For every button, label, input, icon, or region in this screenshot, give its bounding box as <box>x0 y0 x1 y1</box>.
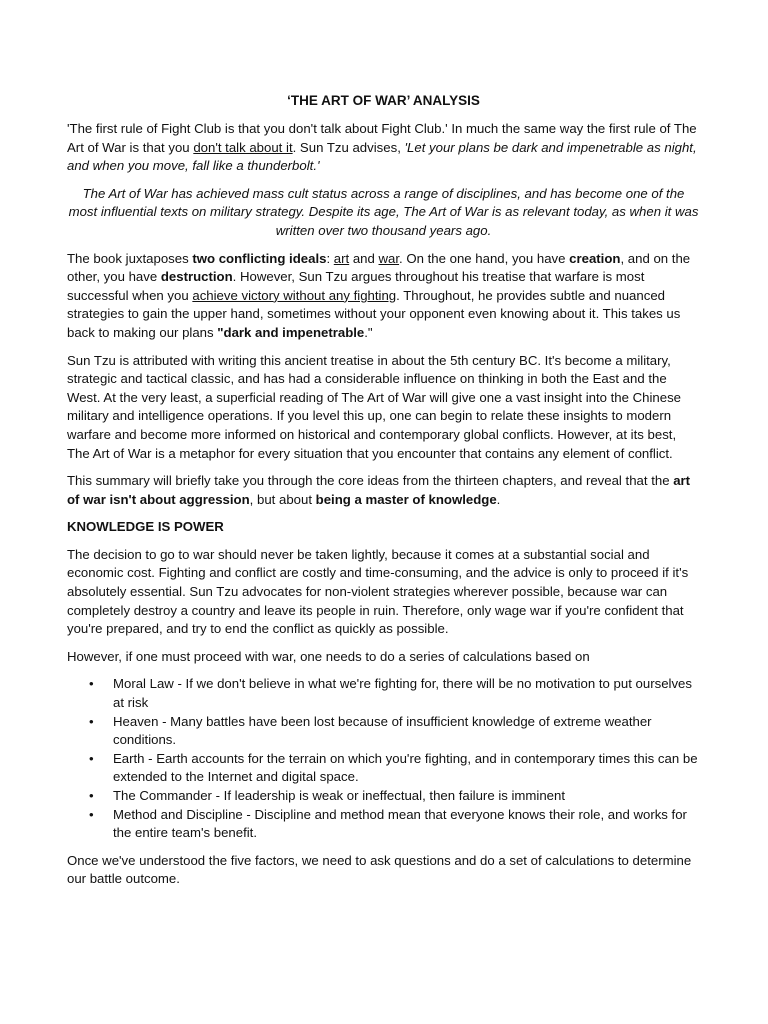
text-run: . Sun Tzu advises, <box>292 139 405 155</box>
text-run: . However, Sun Tzu argues throughout his treatise that warfare is most successful when you <box>67 269 645 303</box>
list-item-text: Moral Law - If we don't believe in what we're fighting for, there will be no motivation to put ourselves at risk <box>113 676 692 711</box>
underlined-word: war <box>378 250 400 266</box>
bullet-icon: • <box>89 676 94 692</box>
calculations-intro: However, if one must proceed with war, one needs to do a series of calculations based on <box>67 648 590 664</box>
text-run: ." <box>364 324 373 340</box>
section-heading: KNOWLEDGE IS POWER <box>67 519 224 535</box>
bold-phrase: being a master of knowledge <box>315 491 497 507</box>
list-item-text: Heaven - Many battles have been lost because of insufficient knowledge of extreme weather conditions. <box>113 713 652 748</box>
text-run: , but about <box>249 491 316 507</box>
bullet-icon: • <box>89 713 94 729</box>
history-paragraph: Sun Tzu is attributed with writing this ancient treatise in about the 5th century BC. It's become a military, strategic and tactical classic, and has had a considerable influence on thinking in both the East and the West. At the very least, a superficial reading of The Art of War will give one a vast insight into the Chinese military and intelligence operations. If you level this up, one can begin to relate these insights to modern warfare and become more informed on historical and contemporary global conflicts. However, at its best, The Art of War is a metaphor for every situation that you encounter that contains any element of conflict. <box>67 352 682 461</box>
text-run: : <box>326 250 334 266</box>
text-run: . Throughout, he provides subtle and nuanced strategies to gain the upper hand, sometimes without your opponent even knowing about it. This takes us back to making our plans <box>67 287 681 340</box>
summary-paragraph <box>67 472 700 509</box>
list-item-text: Earth - Earth accounts for the terrain on which you're fighting, and in contemporary times this can be extended to the Internet and digital space. <box>113 750 698 785</box>
bold-phrase: "dark and impenetrable <box>217 324 365 340</box>
bullet-icon: • <box>89 750 94 766</box>
list-item-text: The Commander - If leadership is weak or ineffectual, then failure is imminent <box>113 788 566 803</box>
list-item <box>67 806 700 843</box>
closing-paragraph: Once we've understood the five factors, we need to ask questions and do a set of calculations to determine our battle outcome. <box>67 852 692 887</box>
bold-word: creation <box>569 250 621 266</box>
bold-word: destruction <box>160 269 233 285</box>
list-item <box>67 675 700 712</box>
list-item-text: Method and Discipline - Discipline and method mean that everyone knows their role, and works for the entire team's benefit. <box>113 806 687 841</box>
text-run: 'The first rule of Fight Club is that you don't talk about Fight Club.' In much the same way the first rule of The Art of War is that you <box>67 121 697 155</box>
document-page <box>67 92 700 898</box>
underlined-phrase: don't talk about it <box>193 139 293 155</box>
text-run: The book juxtaposes <box>67 250 193 266</box>
intro-italic-paragraph: The Art of War has achieved mass cult status across a range of disciplines, and has become one of the most influential texts on military strategy. Despite its age, The Art of War is as relevant today, as when it was written over two thousand years ago. <box>68 185 699 238</box>
thunderbolt-quote: 'Let your plans be dark and impenetrable as night, and when you move, fall like a thunderbolt.' <box>67 139 697 174</box>
bold-phrase: two conflicting ideals <box>192 250 327 266</box>
five-factors-list <box>67 675 700 842</box>
underlined-word: art <box>333 250 350 266</box>
text-run: . <box>496 491 501 507</box>
bullet-icon: • <box>89 806 94 822</box>
list-item <box>67 713 700 750</box>
underlined-phrase: achieve victory without any fighting <box>192 287 397 303</box>
juxtaposition-paragraph <box>67 250 700 343</box>
opening-paragraph <box>67 120 700 176</box>
bullet-icon: • <box>89 788 94 803</box>
list-item <box>67 750 700 787</box>
bold-phrase: art of war isn't about aggression <box>67 473 691 507</box>
text-run: and <box>349 250 379 266</box>
list-item <box>67 787 700 806</box>
document-title: ‘THE ART OF WAR’ ANALYSIS <box>287 93 480 108</box>
text-run: This summary will briefly take you through the core ideas from the thirteen chapters, and reveal that the <box>67 473 674 489</box>
text-run: . On the one hand, you have <box>399 250 570 266</box>
text-run: , and on the other, you have <box>67 250 691 285</box>
decision-paragraph: The decision to go to war should never be taken lightly, because it comes at a substantial social and economic cost. Fighting and conflict are costly and time-consuming, and the advice is only to proceed if it's absolutely essential. Sun Tzu advocates for non-violent strategies wherever possible, because war can completely destroy a country and leave its people in ruin. Therefore, only wage war if you're confident that you're prepared, and try to end the conflict as quickly as possible. <box>67 546 689 637</box>
